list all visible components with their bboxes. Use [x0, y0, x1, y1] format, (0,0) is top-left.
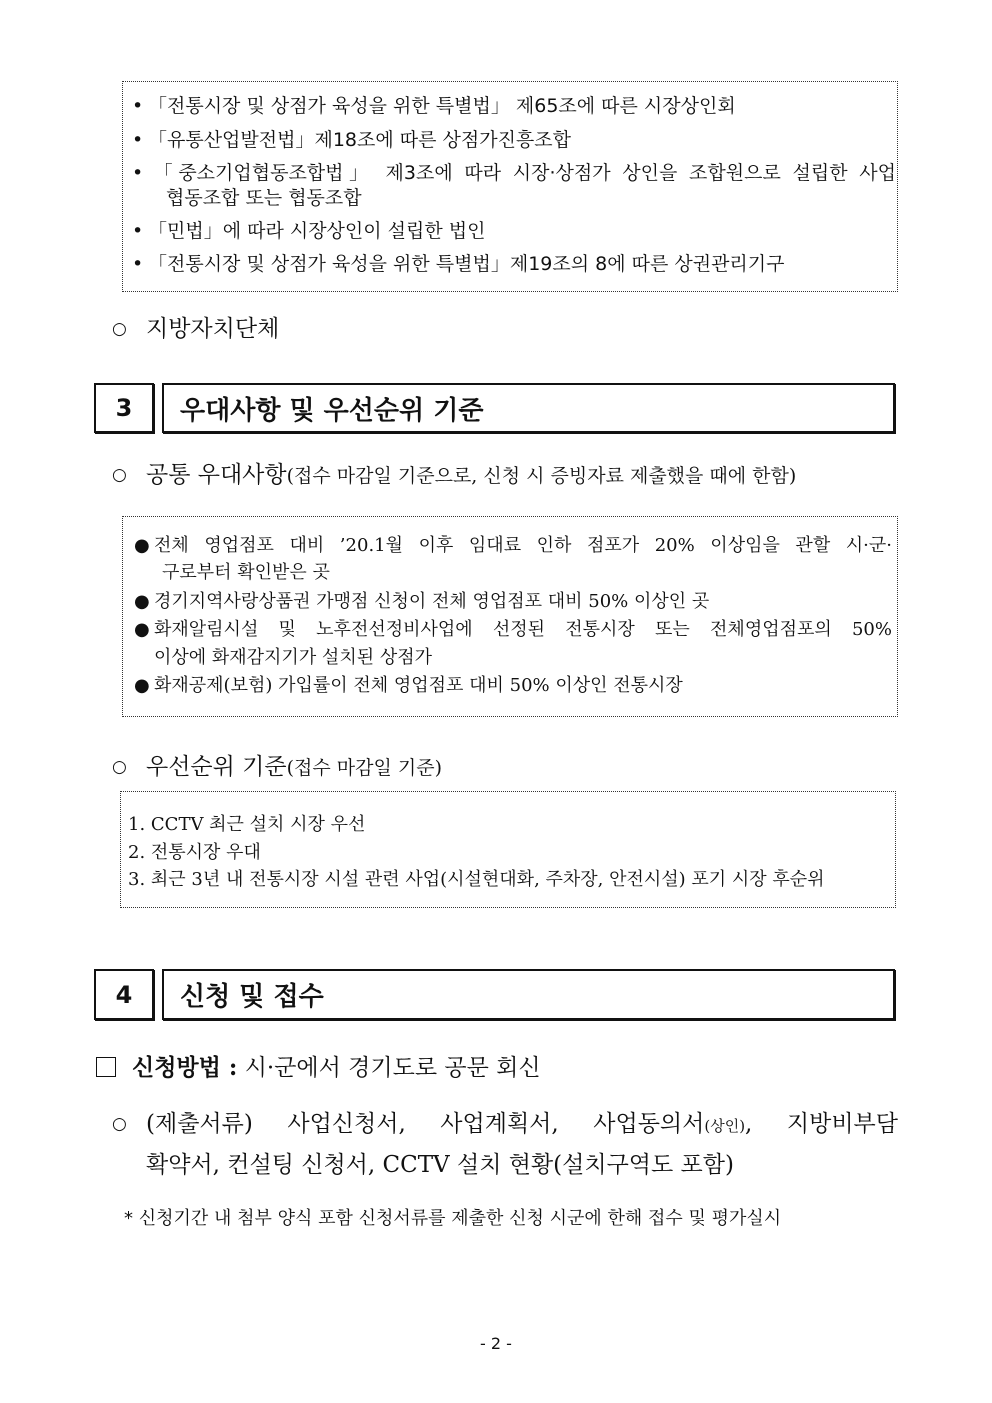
list-item-continuation: 협동조합 또는 협동조합	[166, 187, 362, 209]
list-item: • 「유통산업발전법」제18조에 따른 상점가진흥조합	[132, 129, 571, 151]
bullet-icon: •	[132, 253, 144, 275]
bullet-icon: ●	[134, 535, 150, 556]
list-item: 1. CCTV 최근 설치 시장 우선	[128, 814, 366, 835]
page-number: - 2 -	[480, 1334, 512, 1353]
application-method: 신청방법 : 시·군에서 경기도로 공문 회신	[96, 1053, 541, 1083]
list-item: • 「중소기업협동조합법」 제3조에 따라 시장·상점가 상인을 조합원으로 설립한 사업	[132, 162, 896, 184]
circle-bullet-icon: ○	[112, 1114, 127, 1134]
priority-heading: ○ 우선순위 기준(접수 마감일 기준)	[112, 754, 443, 780]
section-title: 우대사항 및 우선순위 기준	[162, 383, 895, 433]
circle-bullet-icon: ○	[112, 465, 127, 485]
list-item: ● 화재공제(보험) 가입률이 전체 영업점포 대비 50% 이상인 전통시장	[134, 675, 683, 696]
circle-bullet-icon: ○	[112, 757, 127, 777]
checkbox-square-icon	[96, 1057, 116, 1077]
list-item: ● 전체 영업점포 대비 ’20.1월 이후 임대료 인하 점포가 20% 이상임을 관할 시·군·	[134, 535, 892, 556]
list-item-continuation: 이상에 화재감지기가 설치된 상점가	[154, 647, 432, 668]
section-number: 4	[94, 969, 154, 1020]
bullet-icon: •	[132, 220, 144, 242]
submission-documents: ○ (제출서류) 사업신청서, 사업계획서, 사업동의서(상인), 지방비부담	[112, 1108, 898, 1142]
circle-bullet-icon: ○	[112, 319, 127, 339]
list-item-continuation: 구로부터 확인받은 곳	[162, 562, 330, 583]
bullet-icon: ●	[134, 675, 150, 696]
list-item: • 「전통시장 및 상점가 육성을 위한 특별법」제19조의 8에 따른 상권관리기구	[132, 253, 785, 275]
submission-documents-continuation: 확약서, 컨설팅 신청서, CCTV 설치 현황(설치구역도 포함)	[146, 1152, 734, 1178]
list-item: ● 경기지역사랑상품권 가맹점 신청이 전체 영업점포 대비 50% 이상인 곳	[134, 591, 710, 612]
list-item: 3. 최근 3년 내 전통시장 시설 관련 사업(시설현대화, 주차장, 안전시설) 포기 시장 후순위	[128, 869, 825, 890]
bullet-icon: •	[132, 129, 144, 151]
bullet-icon: ●	[134, 619, 150, 640]
list-item: • 「전통시장 및 상점가 육성을 위한 특별법」 제65조에 따른 시장상인회	[132, 95, 736, 117]
footnote: * 신청기간 내 첨부 양식 포함 신청서류를 제출한 신청 시군에 한해 접수 및 평가실시	[124, 1208, 782, 1229]
bullet-icon: •	[132, 162, 144, 184]
common-preference-heading: ○ 공통 우대사항(접수 마감일 기준으로, 신청 시 증빙자료 제출했을 때에 한함)	[112, 462, 797, 488]
section-number: 3	[94, 383, 154, 433]
bullet-icon: •	[132, 95, 144, 117]
section-title: 신청 및 접수	[162, 969, 895, 1020]
list-item: 2. 전통시장 우대	[128, 842, 261, 863]
local-gov-item: ○ 지방자치단체	[112, 316, 280, 342]
list-item: • 「민법」에 따라 시장상인이 설립한 법인	[132, 220, 486, 242]
bullet-icon: ●	[134, 591, 150, 612]
list-item: ● 화재알림시설 및 노후전선정비사업에 선정된 전통시장 또는 전체영업점포의 50%	[134, 619, 892, 640]
